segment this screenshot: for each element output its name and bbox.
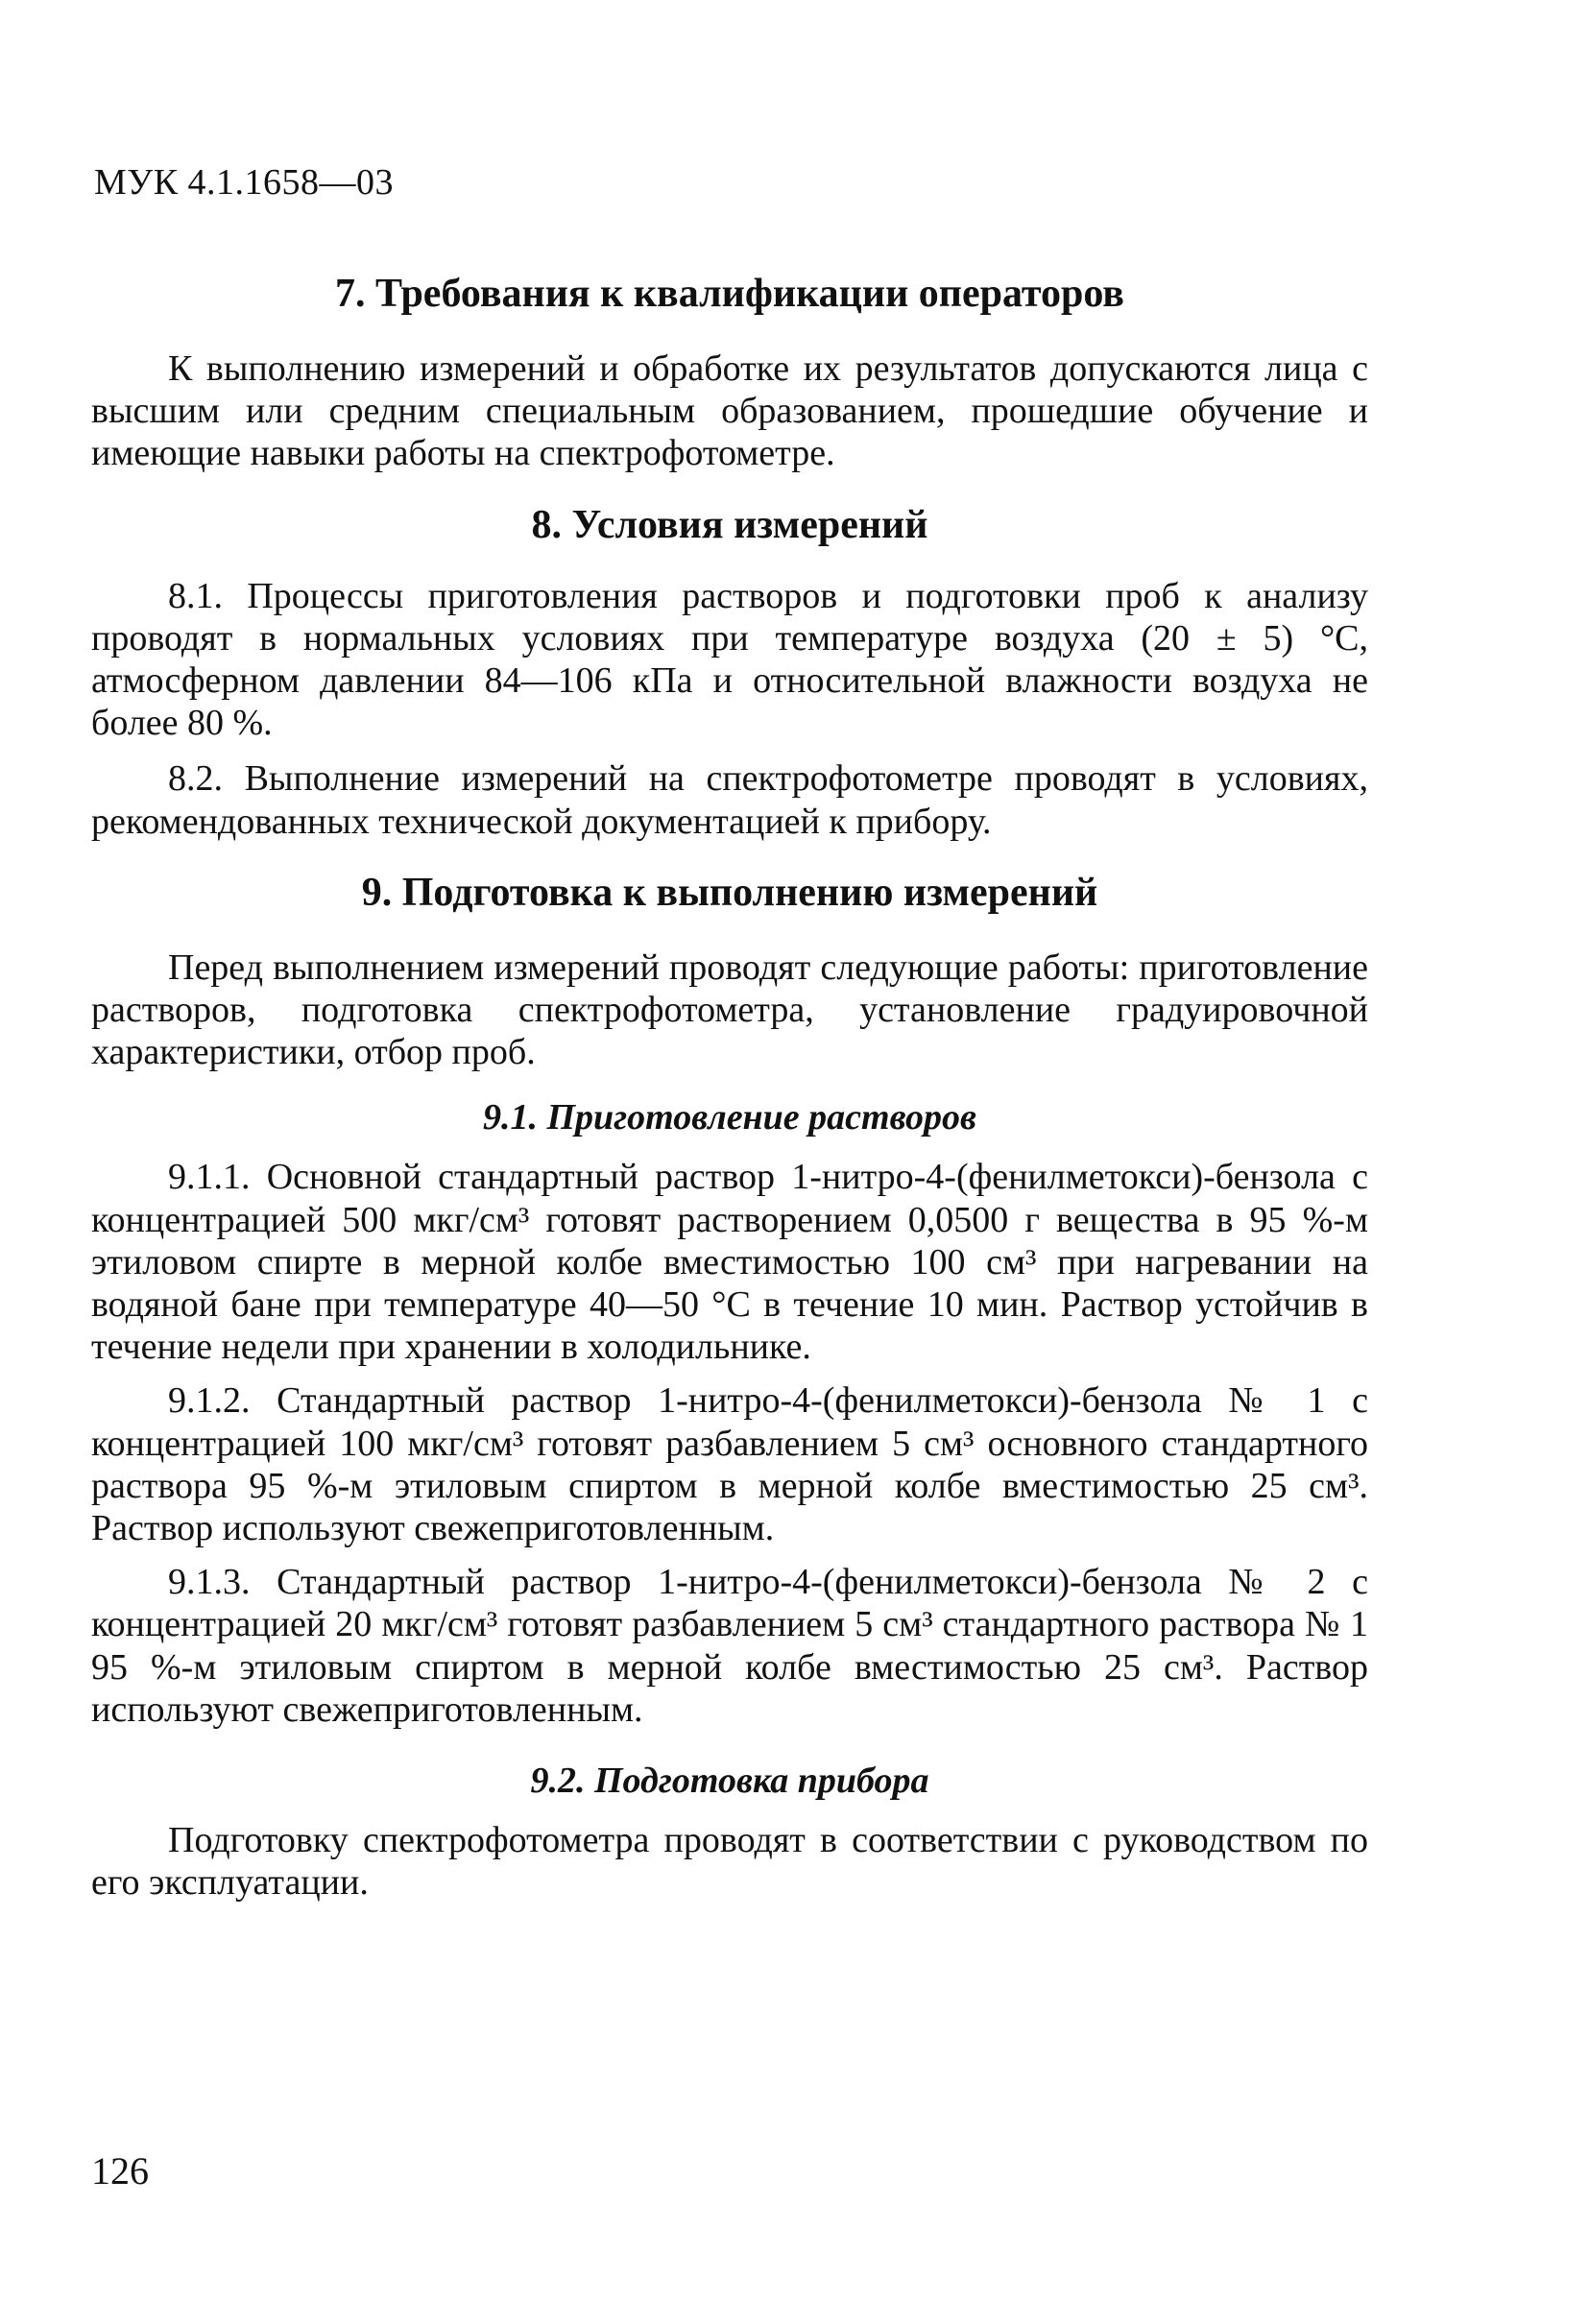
section-9-paragraph: Перед выполнением измерений проводят следующие работы: приготовление растворов, подготовка спектрофотометра, установление градуировочной характеристики, отбор проб.	[91, 946, 1368, 1073]
section-9-1-title: 9.1. Приготовление растворов	[482, 1097, 977, 1138]
page-number: 126	[91, 2149, 149, 2192]
section-9-1-1-paragraph: 9.1.1. Основной стандартный раствор 1-нитро-4-(фенилметокси)-бензола с концентрацией 500 мкг/см³ готовят растворением 0,0500 г вещества в 95 %-м этиловом спирте в мерной колбе вместимостью 100 см³ при нагревании на водяной бане при температуре 40—50 °С в течение 10 мин. Раствор устойчив в течение недели при хранении в холодильнике.	[91, 1157, 1368, 1368]
section-9-2-title: 9.2. Подготовка прибора	[530, 1761, 929, 1802]
section-9-1-3-paragraph: 9.1.3. Стандартный раствор 1-нитро-4-(фенилметокси)-бензола № 2 с концентрацией 20 мкг/см³ готовят разбавлением 5 см³ стандартного раствора № 1 95 %-м этиловым спиртом в мерной колбе вместимостью 25 см³. Раствор используют свежеприготовленным.	[91, 1562, 1368, 1730]
section-9-2-paragraph: Подготовку спектрофотометра проводят в соответствии с руководством по его эксплуатации.	[91, 1820, 1368, 1904]
section-8-1-paragraph: 8.1. Процессы приготовления растворов и подготовки проб к анализу проводят в нормальных условиях при температуре воздуха (20 ± 5) °С, атмосферном давлении 84—106 кПа и относительной влажности воздуха не более 80 %.	[91, 575, 1368, 744]
section-9-title: 9. Подготовка к выполнению измерений	[361, 870, 1098, 915]
document-body	[91, 269, 1368, 1904]
section-9-1-2-paragraph: 9.1.2. Стандартный раствор 1-нитро-4-(фенилметокси)-бензола № 1 с концентрацией 100 мкг/см³ готовят разбавлением 5 см³ основного стандартного раствора 95 %-м этиловым спиртом в мерной колбе вместимостью 25 см³. Раствор используют свежеприготовленным.	[91, 1380, 1368, 1549]
section-8-2-paragraph: 8.2. Выполнение измерений на спектрофотометре проводят в условиях, рекомендованных технической документацией к прибору.	[91, 758, 1368, 842]
section-8-title: 8. Условия измерений	[531, 502, 928, 547]
section-7-title: 7. Требования к квалификации операторов	[335, 272, 1124, 316]
document-code: МУК 4.1.1658—03	[94, 162, 395, 203]
section-7-paragraph: К выполнению измерений и обработке их результатов допускаются лица с высшим или средним специальным образованием, прошедшие обучение и имеющие навыки работы на спектрофотометре.	[91, 348, 1368, 474]
